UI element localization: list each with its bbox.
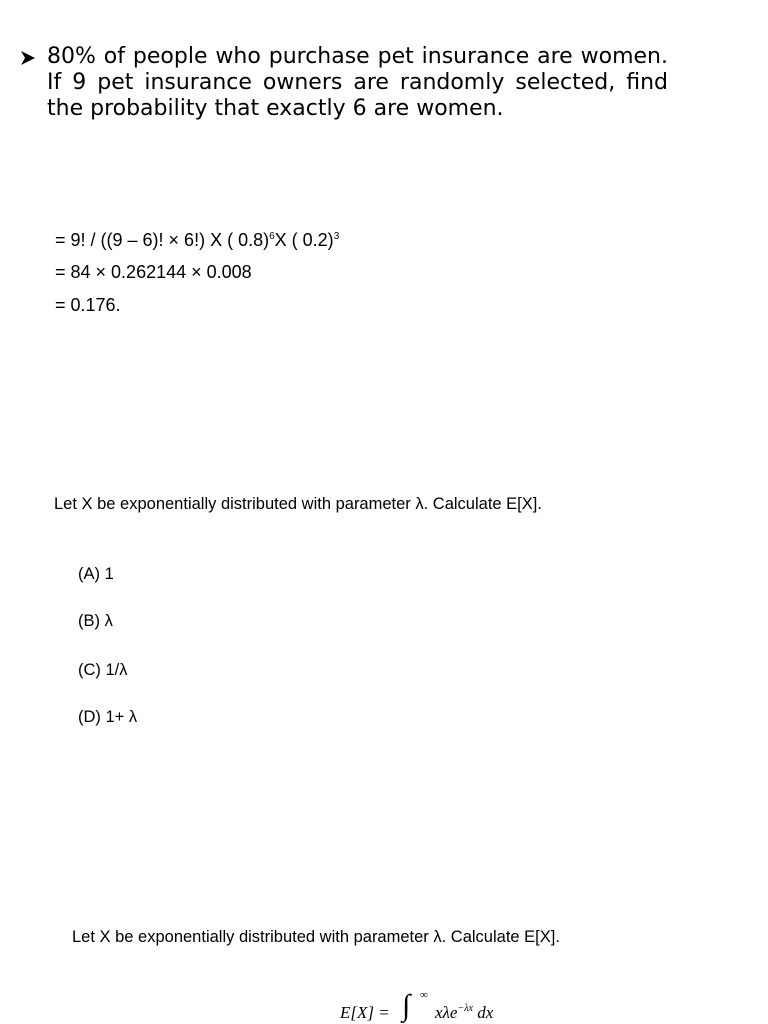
option-b: (B) λ bbox=[78, 612, 113, 630]
problem-3-question: Let X be exponentially distributed with parameter λ. Calculate E[X]. bbox=[72, 928, 560, 946]
problem-1-bullet bbox=[20, 44, 668, 122]
calc-line-3: = 0.176. bbox=[55, 295, 121, 315]
problem-1-text: 80% of people who purchase pet insurance are women. If 9 pet insurance owners are randomly selected, find the probability that exactly 6 are women. bbox=[47, 44, 668, 121]
option-a: (A) 1 bbox=[78, 565, 114, 583]
calc-line-1-second: X ( 0.2) bbox=[274, 230, 334, 250]
calc-line-1 bbox=[55, 229, 339, 251]
calc-exponent-6: 6 bbox=[269, 231, 275, 242]
integral-sign: ∫ bbox=[402, 989, 411, 1022]
problem-2-question: Let X be exponentially distributed with parameter λ. Calculate E[X]. bbox=[54, 495, 542, 513]
option-d: (D) 1+ λ bbox=[78, 708, 138, 726]
calc-line-2: = 84 × 0.262144 × 0.008 bbox=[55, 262, 252, 282]
option-c: (C) 1/λ bbox=[78, 661, 128, 679]
integral-upper-limit: ∞ bbox=[420, 989, 428, 1001]
formula-integrand bbox=[435, 1003, 493, 1023]
calc-line-1-main: = 9! / ((9 – 6)! × 6!) X ( 0.8) bbox=[55, 230, 270, 250]
arrowhead-bullet-icon bbox=[20, 50, 36, 66]
integrand-exponent: −λx bbox=[457, 1003, 473, 1014]
calc-exponent-3: 3 bbox=[333, 231, 340, 242]
integrand-differential: dx bbox=[473, 1003, 494, 1022]
formula-lhs: E[X] = bbox=[340, 1003, 390, 1022]
integrand-base: xλe bbox=[435, 1003, 458, 1022]
